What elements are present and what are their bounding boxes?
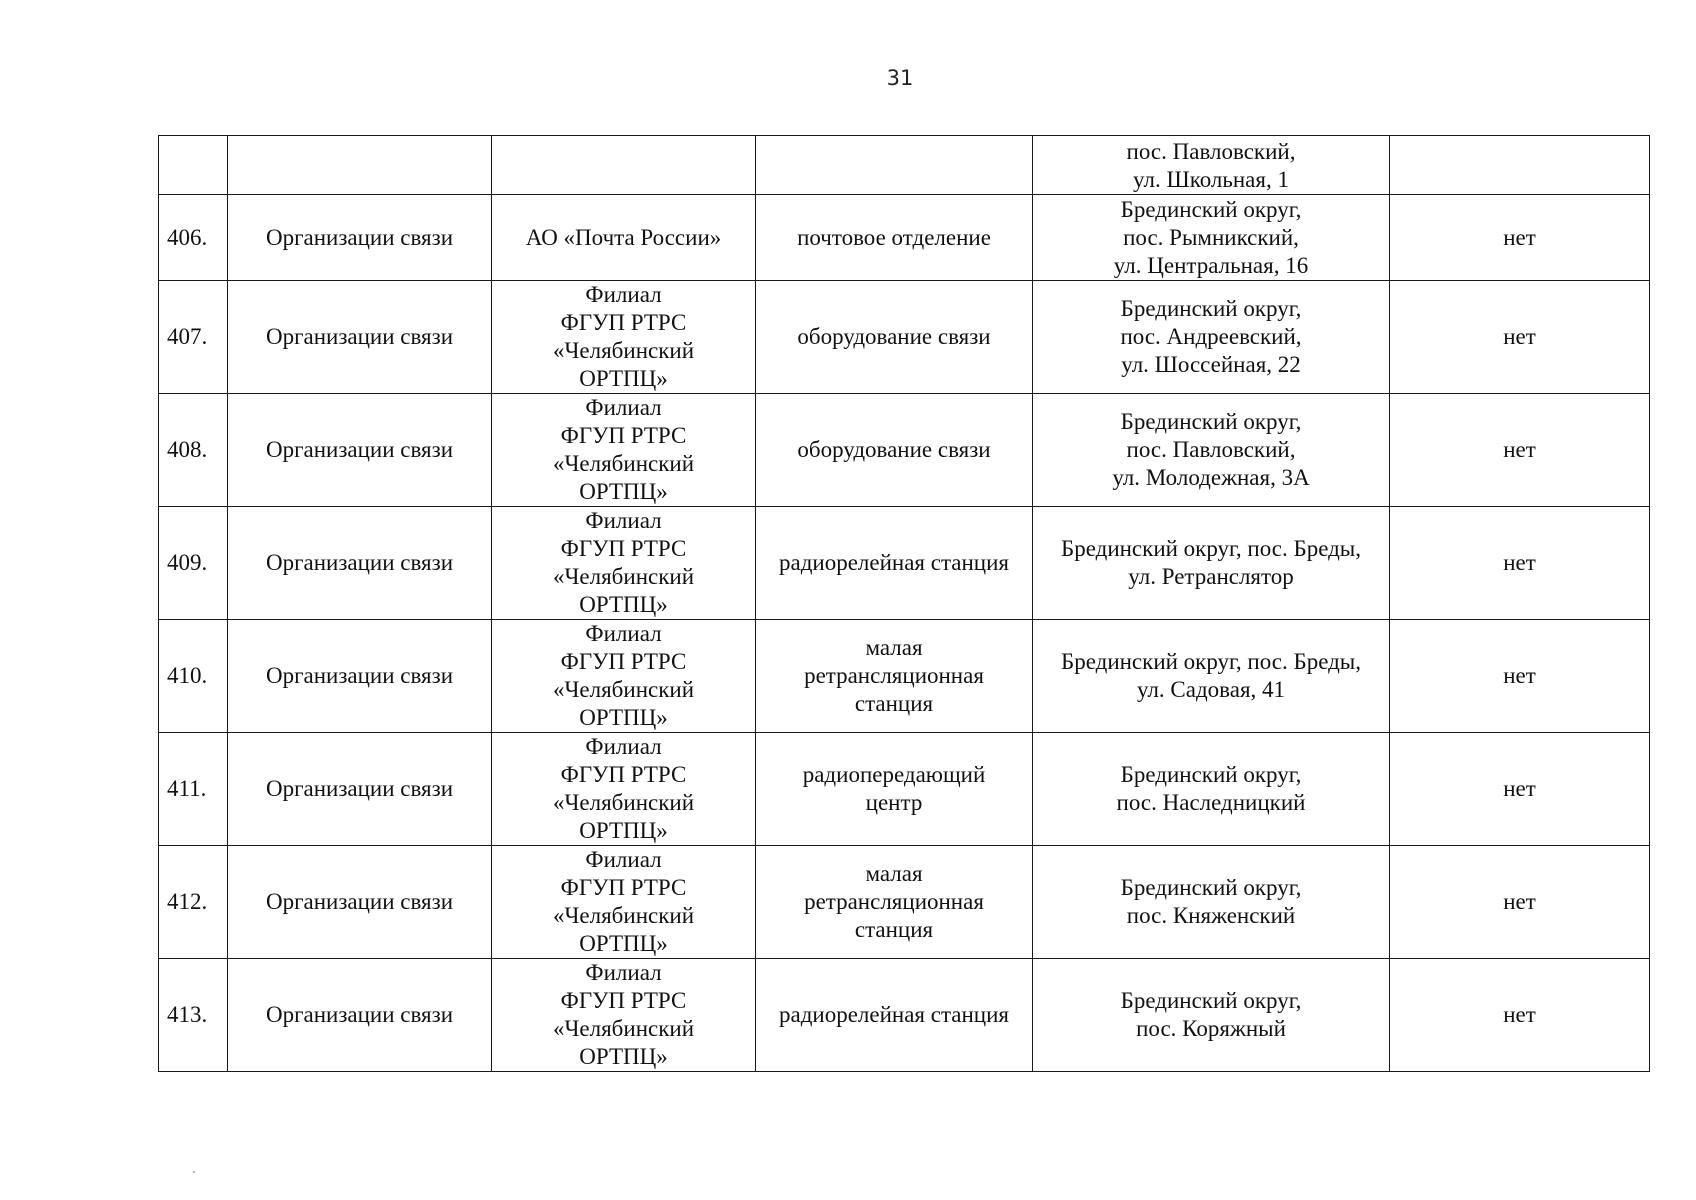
object-line: оборудование связи [797, 437, 991, 462]
object-line: радиопередающий [802, 762, 986, 787]
cell-number [159, 733, 228, 846]
cell-number [159, 620, 228, 733]
status-text: нет [1503, 663, 1536, 688]
organization-line: ОРТПЦ» [579, 479, 668, 504]
organization-line: ОРТПЦ» [579, 366, 668, 391]
cell-object [756, 394, 1033, 507]
address-line: Брединский округ, [1120, 762, 1302, 787]
table-row [159, 620, 1650, 733]
cell-status [1390, 394, 1650, 507]
cell-status [1390, 507, 1650, 620]
status-text: нет [1503, 437, 1536, 462]
organization-line: «Челябинский [552, 903, 695, 928]
address-line: Брединский округ, [1120, 875, 1302, 900]
object-line: станция [854, 691, 934, 716]
cell-object [756, 507, 1033, 620]
registry-table-body [159, 136, 1650, 1072]
cell-address [1033, 136, 1390, 195]
cell-organization [492, 507, 756, 620]
address-line: ул. Ретранслятор [1128, 564, 1294, 589]
cell-status [1390, 136, 1650, 195]
table-row [159, 846, 1650, 959]
cell-number [159, 136, 228, 195]
cell-category [228, 394, 492, 507]
table-row [159, 733, 1650, 846]
table-row [159, 394, 1650, 507]
table-row [159, 507, 1650, 620]
scan-speck [193, 1171, 195, 1173]
organization-line: «Челябинский [552, 338, 695, 363]
address-line: пос. Павловский, [1126, 139, 1296, 164]
organization-line: ФГУП РТРС [560, 875, 687, 900]
status-text: нет [1503, 776, 1536, 801]
row-number: 408. [167, 437, 208, 462]
row-number: 409. [167, 550, 208, 575]
cell-status [1390, 281, 1650, 394]
cell-object [756, 733, 1033, 846]
organization-line: ОРТПЦ» [579, 931, 668, 956]
organization-line: Филиал [585, 847, 662, 872]
cell-object [756, 846, 1033, 959]
organization-line: ОРТПЦ» [579, 592, 668, 617]
cell-category [228, 281, 492, 394]
object-line: ретрансляционная [804, 663, 984, 688]
object-line: ретрансляционная [804, 889, 984, 914]
cell-address [1033, 281, 1390, 394]
cell-address [1033, 394, 1390, 507]
cell-number [159, 959, 228, 1072]
cell-address [1033, 959, 1390, 1072]
row-number: 412. [167, 889, 208, 914]
cell-category [228, 136, 492, 195]
cell-organization [492, 959, 756, 1072]
object-line: малая [865, 635, 923, 660]
cell-address [1033, 846, 1390, 959]
address-line: пос. Княженский [1126, 903, 1296, 928]
cell-object [756, 281, 1033, 394]
cell-object [756, 195, 1033, 281]
organization-line: ФГУП РТРС [560, 988, 687, 1013]
status-text: нет [1503, 224, 1536, 250]
category-text: Организации связи [265, 663, 454, 688]
object-line: малая [865, 861, 923, 886]
cell-object [756, 620, 1033, 733]
status-text: нет [1503, 324, 1536, 349]
cell-number [159, 394, 228, 507]
organization-line: Филиал [585, 508, 662, 533]
address-line: ул. Молодежная, 3А [1112, 465, 1310, 490]
address-line: Брединский округ, [1120, 196, 1302, 222]
category-text: Организации связи [265, 776, 454, 801]
organization-line: «Челябинский [552, 790, 695, 815]
row-number: 413. [167, 1002, 208, 1027]
organization-line: ОРТПЦ» [579, 1044, 668, 1069]
cell-organization [492, 733, 756, 846]
address-line: Брединский округ, [1120, 296, 1302, 321]
cell-number [159, 281, 228, 394]
address-line: пос. Рымникский, [1123, 224, 1299, 250]
organization-line: Филиал [585, 282, 662, 307]
organization-line: Филиал [585, 960, 662, 985]
continuation-row [159, 136, 1650, 195]
address-line: пос. Павловский, [1126, 437, 1296, 462]
organization-line: Филиал [585, 621, 662, 646]
organization-line: Филиал [585, 734, 662, 759]
status-text: нет [1503, 1002, 1536, 1027]
category-text: Организации связи [265, 1002, 454, 1027]
organization-line: «Челябинский [552, 1016, 695, 1041]
organization-line: ОРТПЦ» [579, 705, 668, 730]
address-line: пос. Наследницкий [1116, 790, 1306, 815]
address-line: пос. Коряжный [1136, 1016, 1286, 1041]
cell-address [1033, 620, 1390, 733]
row-number: 411. [167, 776, 207, 801]
cell-number [159, 846, 228, 959]
cell-organization [492, 846, 756, 959]
cell-number [159, 507, 228, 620]
category-text: Организации связи [265, 889, 454, 914]
row-number: 406. [167, 224, 208, 250]
cell-category [228, 733, 492, 846]
address-line: Брединский округ, [1120, 409, 1302, 434]
address-line: Брединский округ, пос. Бреды, [1061, 649, 1361, 674]
organization-line: АО «Почта России» [525, 224, 722, 250]
object-line: центр [865, 790, 923, 815]
cell-address [1033, 733, 1390, 846]
cell-category [228, 959, 492, 1072]
object-line: оборудование связи [797, 324, 991, 349]
cell-status [1390, 620, 1650, 733]
category-text: Организации связи [265, 224, 454, 250]
cell-address [1033, 507, 1390, 620]
page-number: 31 [886, 66, 914, 90]
table-row [159, 281, 1650, 394]
organization-line: ФГУП РТРС [560, 423, 687, 448]
organization-line: «Челябинский [552, 564, 695, 589]
cell-address [1033, 195, 1390, 281]
organization-line: ФГУП РТРС [560, 762, 687, 787]
table-row [159, 959, 1650, 1072]
organization-line: Филиал [585, 395, 662, 420]
organization-line: ФГУП РТРС [560, 310, 687, 335]
table-row [159, 195, 1650, 281]
cell-category [228, 846, 492, 959]
organization-line: «Челябинский [552, 451, 695, 476]
cell-organization [492, 136, 756, 195]
address-line: Брединский округ, [1120, 988, 1302, 1013]
cell-number [159, 195, 228, 281]
cell-status [1390, 959, 1650, 1072]
organization-line: «Челябинский [552, 677, 695, 702]
object-line: радиорелейная станция [778, 550, 1010, 575]
cell-organization [492, 195, 756, 281]
organization-line: ФГУП РТРС [560, 536, 687, 561]
address-line: ул. Садовая, 41 [1136, 677, 1286, 702]
address-line: пос. Андреевский, [1120, 324, 1302, 349]
cell-organization [492, 281, 756, 394]
cell-object [756, 959, 1033, 1072]
address-line: ул. Школьная, 1 [1133, 167, 1289, 192]
cell-category [228, 507, 492, 620]
category-text: Организации связи [265, 437, 454, 462]
cell-object [756, 136, 1033, 195]
object-line: радиорелейная станция [778, 1002, 1010, 1027]
cell-status [1390, 846, 1650, 959]
object-line: станция [854, 917, 934, 942]
object-line: почтовое отделение [797, 224, 991, 250]
registry-table [158, 135, 1650, 1072]
cell-status [1390, 195, 1650, 281]
row-number: 407. [167, 324, 208, 349]
address-line: ул. Центральная, 16 [1113, 252, 1309, 278]
cell-organization [492, 620, 756, 733]
status-text: нет [1503, 889, 1536, 914]
address-line: Брединский округ, пос. Бреды, [1061, 536, 1361, 561]
category-text: Организации связи [265, 324, 454, 349]
cell-category [228, 195, 492, 281]
organization-line: ОРТПЦ» [579, 818, 668, 843]
organization-line: ФГУП РТРС [560, 649, 687, 674]
cell-category [228, 620, 492, 733]
cell-organization [492, 394, 756, 507]
category-text: Организации связи [265, 550, 454, 575]
cell-status [1390, 733, 1650, 846]
address-line: ул. Шоссейная, 22 [1121, 352, 1301, 377]
row-number: 410. [167, 663, 208, 688]
status-text: нет [1503, 550, 1536, 575]
